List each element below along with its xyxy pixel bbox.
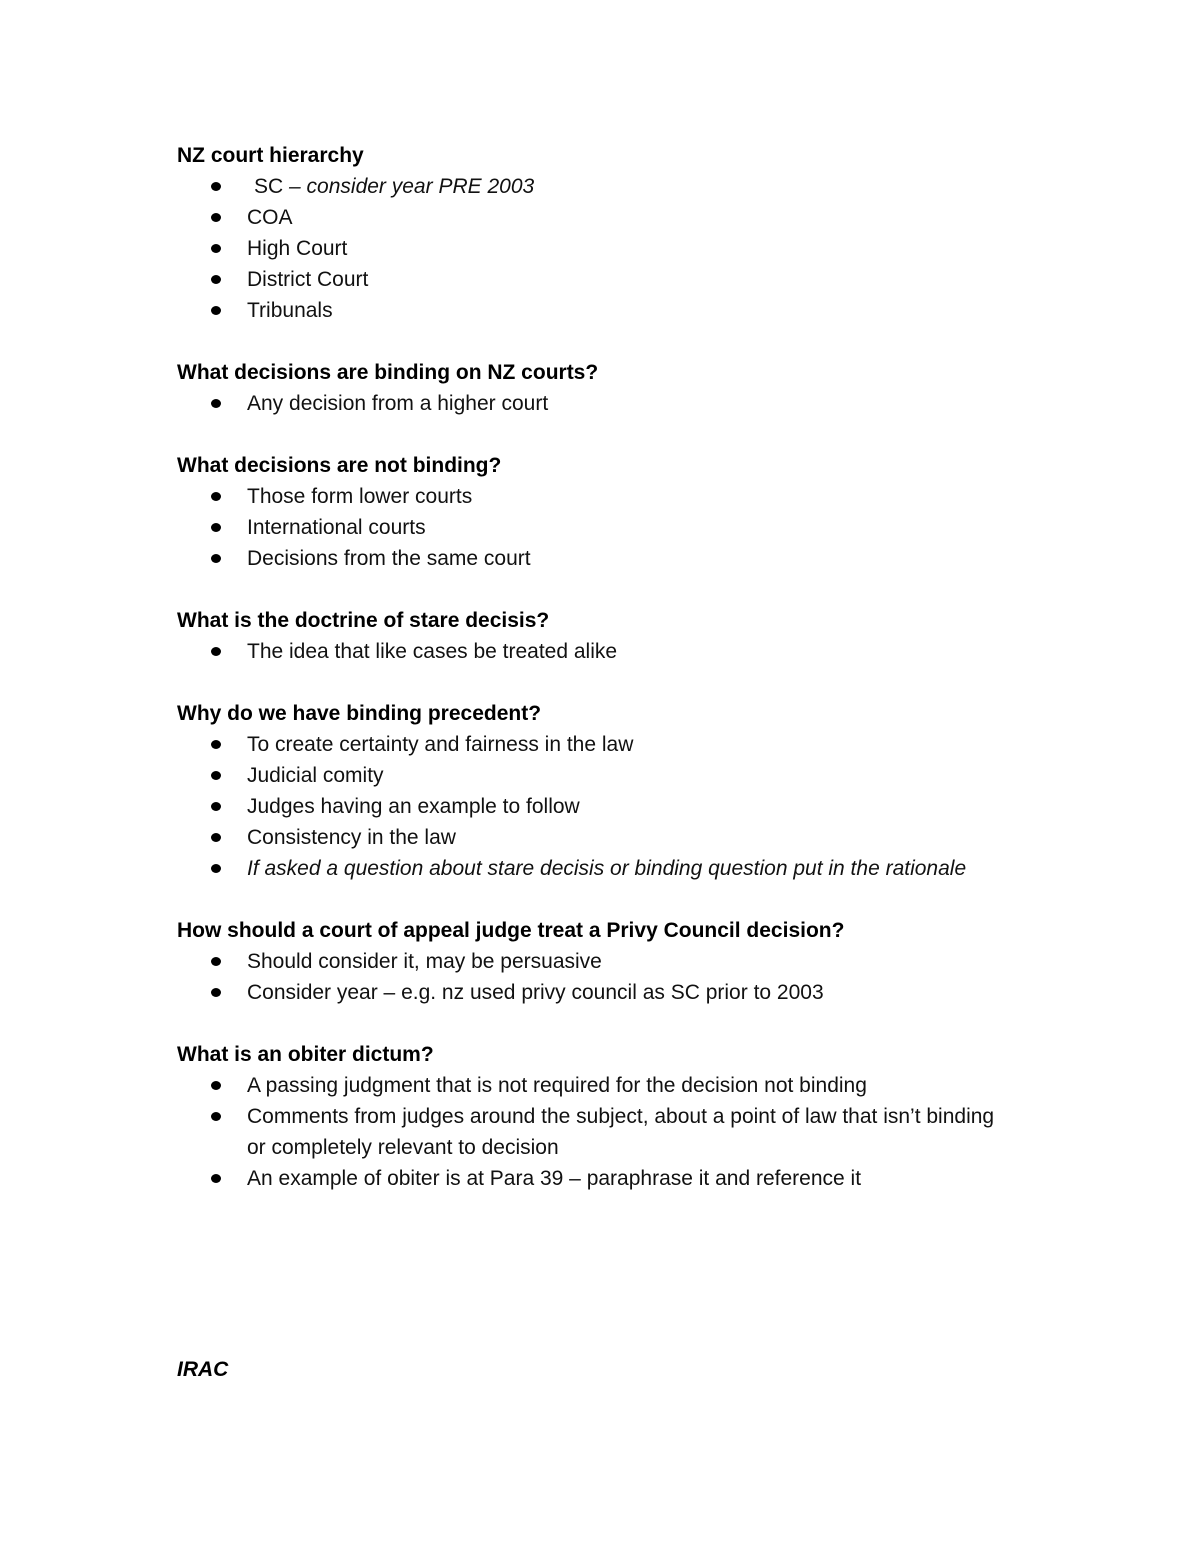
bullet-icon <box>211 213 221 222</box>
list-item <box>177 233 1007 264</box>
list-item <box>177 853 1007 884</box>
bullet-icon <box>211 492 221 501</box>
bullet-icon <box>211 802 221 811</box>
bullet-icon <box>211 554 221 563</box>
list-item-text: High Court <box>247 237 348 260</box>
list-item-text: District Court <box>247 268 369 291</box>
list-item <box>177 481 1007 512</box>
list-item <box>177 1163 1007 1194</box>
list-item-text: Any decision from a higher court <box>247 392 549 415</box>
list-item-text: Those form lower courts <box>247 485 473 508</box>
list-item <box>177 1101 1007 1163</box>
section-heading: What decisions are binding on NZ courts? <box>177 361 599 384</box>
bullet-icon <box>211 740 221 749</box>
bullet-icon <box>211 988 221 997</box>
section-not-binding <box>177 450 1077 574</box>
list-item <box>177 977 1007 1008</box>
bullet-icon <box>211 306 221 315</box>
bullet-list <box>177 946 1077 1008</box>
bullet-icon <box>211 1174 221 1183</box>
bullet-list <box>177 171 1077 326</box>
list-item <box>177 729 1007 760</box>
list-item-text: Consistency in the law <box>247 826 456 849</box>
bullet-list <box>177 636 1077 667</box>
irac-heading: IRAC <box>177 1358 229 1381</box>
section-court-hierarchy <box>177 140 1077 326</box>
bullet-icon <box>211 647 221 656</box>
list-item-text: The idea that like cases be treated alike <box>247 640 618 663</box>
list-item-text: Judicial comity <box>247 764 384 787</box>
bullet-list <box>177 1070 1077 1194</box>
section-privy-council <box>177 915 1077 1008</box>
bullet-list <box>177 388 1077 419</box>
bullet-icon <box>211 399 221 408</box>
bullet-icon <box>211 864 221 873</box>
bullet-icon <box>211 1081 221 1090</box>
sc-note: – consider year PRE 2003 <box>289 175 535 198</box>
list-item-text: An example of obiter is at Para 39 – paraphrase it and reference it <box>247 1167 862 1190</box>
list-item <box>177 760 1007 791</box>
list-item <box>177 202 1007 233</box>
bullet-icon <box>211 1112 221 1121</box>
list-item-text: To create certainty and fairness in the law <box>247 733 634 756</box>
section-heading: What is the doctrine of stare decisis? <box>177 609 550 632</box>
section-binding-decisions <box>177 357 1077 419</box>
section-heading: What is an obiter dictum? <box>177 1043 434 1066</box>
section-heading: NZ court hierarchy <box>177 144 364 167</box>
bullet-icon <box>211 523 221 532</box>
bullet-icon <box>211 957 221 966</box>
list-item-text: Consider year – e.g. nz used privy council as SC prior to 2003 <box>247 981 824 1004</box>
list-item-text: Tribunals <box>247 299 333 322</box>
list-item <box>177 543 1007 574</box>
section-heading: Why do we have binding precedent? <box>177 702 542 725</box>
list-item <box>177 791 1007 822</box>
sc-abbr: SC <box>254 175 284 198</box>
bullet-icon <box>211 244 221 253</box>
section-heading: How should a court of appeal judge treat a Privy Council decision? <box>177 919 845 942</box>
bullet-icon <box>211 182 221 191</box>
bullet-icon <box>211 771 221 780</box>
list-item-text: Should consider it, may be persuasive <box>247 950 602 973</box>
bullet-list <box>177 481 1077 574</box>
list-item <box>177 388 1007 419</box>
list-item <box>177 636 1007 667</box>
bullet-list <box>177 729 1077 884</box>
list-item <box>177 946 1007 977</box>
list-item-text: COA <box>247 206 293 229</box>
list-item-text: Comments from judges around the subject, about a point of law that isn’t binding or completely relevant to decision <box>247 1105 995 1159</box>
bullet-icon <box>211 833 221 842</box>
section-binding-precedent <box>177 698 1077 884</box>
list-item-text: Decisions from the same court <box>247 547 531 570</box>
bullet-icon <box>211 275 221 284</box>
section-obiter-dictum <box>177 1039 1077 1194</box>
list-item-text: Judges having an example to follow <box>247 795 580 818</box>
list-item-text: International courts <box>247 516 426 539</box>
list-item <box>177 1070 1007 1101</box>
list-item-text: A passing judgment that is not required for the decision not binding <box>247 1074 867 1097</box>
notes-content <box>177 140 1077 1225</box>
section-stare-decisis <box>177 605 1077 667</box>
list-item <box>177 171 1007 202</box>
list-item <box>177 512 1007 543</box>
list-item-text: If asked a question about stare decisis or binding question put in the rationale <box>247 857 967 880</box>
section-heading: What decisions are not binding? <box>177 454 502 477</box>
list-item <box>177 295 1007 326</box>
list-item <box>177 822 1007 853</box>
list-item <box>177 264 1007 295</box>
